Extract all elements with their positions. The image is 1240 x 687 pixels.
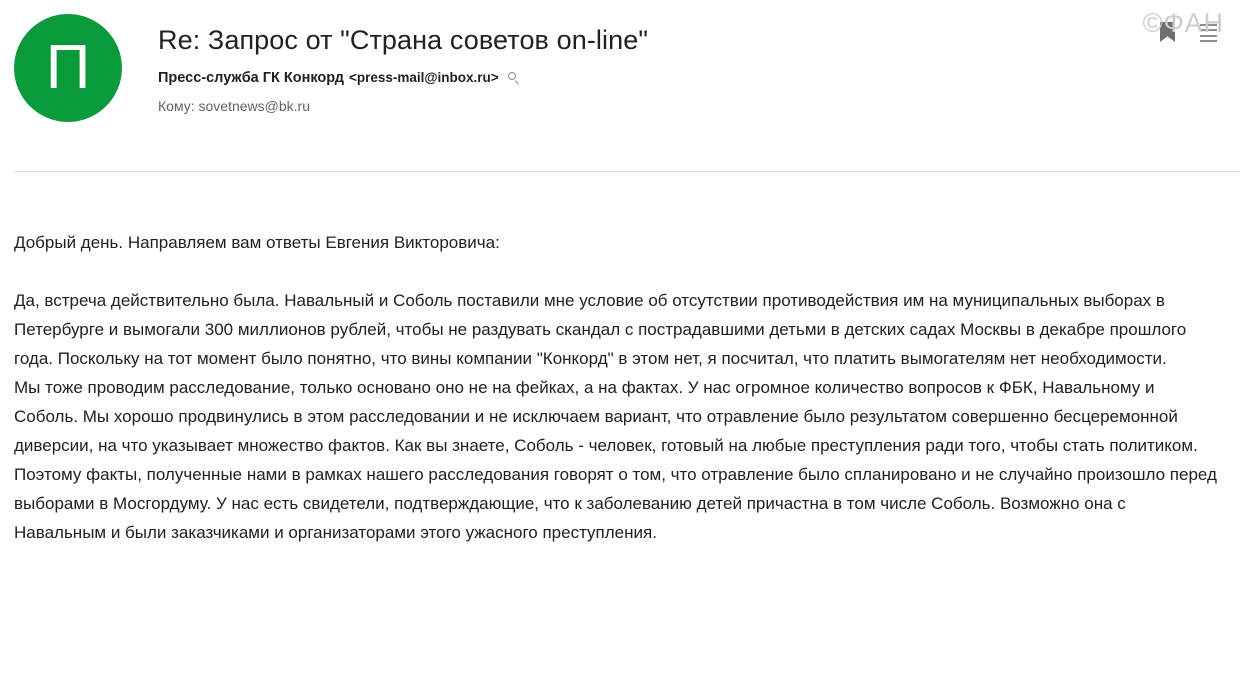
bookmark-icon — [1160, 22, 1175, 42]
email-header — [0, 0, 1240, 150]
sender-email: <press-mail@inbox.ru> — [348, 70, 499, 85]
avatar-letter: П — [45, 33, 91, 102]
recipient-row — [158, 97, 1220, 115]
search-icon[interactable] — [508, 72, 521, 85]
menu-button[interactable] — [1200, 22, 1222, 48]
recipient-email: sovetnews@bk.ru — [198, 98, 310, 114]
body-greeting: Добрый день. Направляем вам ответы Евгения Викторовича: — [14, 233, 500, 252]
body-paragraph-2: Мы тоже проводим расследование, только основано оно не на фейках, а на фактах. У нас огромное количество вопросов к ФБК, Навальному и Соболь. Мы хорошо продвинулись в этом расследовании и не исключаем вариант, что отравление было результатом совершенно бесцеремонной диверсии, на что указывает множество фактов. Как вы знаете, Соболь - человек, готовый на любые преступления ради того, чтобы стать политиком. Поэтому факты, полученные нами в рамках нашего расследования говорят о том, что отравление было спланировано и не случайно произошло перед выборами в Мосгордуму. У нас есть свидетели, подтверждающие, что к заболеванию детей причастна в том числе Соболь. Возможно она с Навальным и были заказчиками и организаторами этого ужасного преступления. — [14, 378, 1217, 542]
header-divider — [14, 171, 1240, 172]
header-text-block — [158, 18, 1220, 115]
sender-name: Пресс-служба ГК Конкорд — [158, 70, 344, 86]
recipient-label-text: Кому: — [158, 98, 195, 114]
bookmark-button[interactable] — [1160, 22, 1182, 48]
email-body — [14, 228, 1222, 547]
paragraph-spacer — [14, 257, 1222, 286]
watermark: ©ФАН — [1142, 8, 1224, 38]
page-title: Re: Запрос от "Страна советов on-line" — [158, 25, 649, 55]
sender-row — [158, 69, 1220, 87]
body-paragraph-1: Да, встреча действительно была. Навальный и Соболь поставили мне условие об отсутствии противодействия им на муниципальных выборах в Петербурге и вымогали 300 миллионов рублей, чтобы не раздувать скандал с пострадавшими детьми в детских садах Москвы в декабре прошлого года. Поскольку на тот момент было понятно, что вины компании "Конкорд" в этом нет, я посчитал, что платить вымогателям нет необходимости. — [14, 291, 1187, 368]
header-actions — [1160, 22, 1222, 48]
avatar — [14, 14, 122, 122]
list-icon — [1200, 24, 1217, 42]
